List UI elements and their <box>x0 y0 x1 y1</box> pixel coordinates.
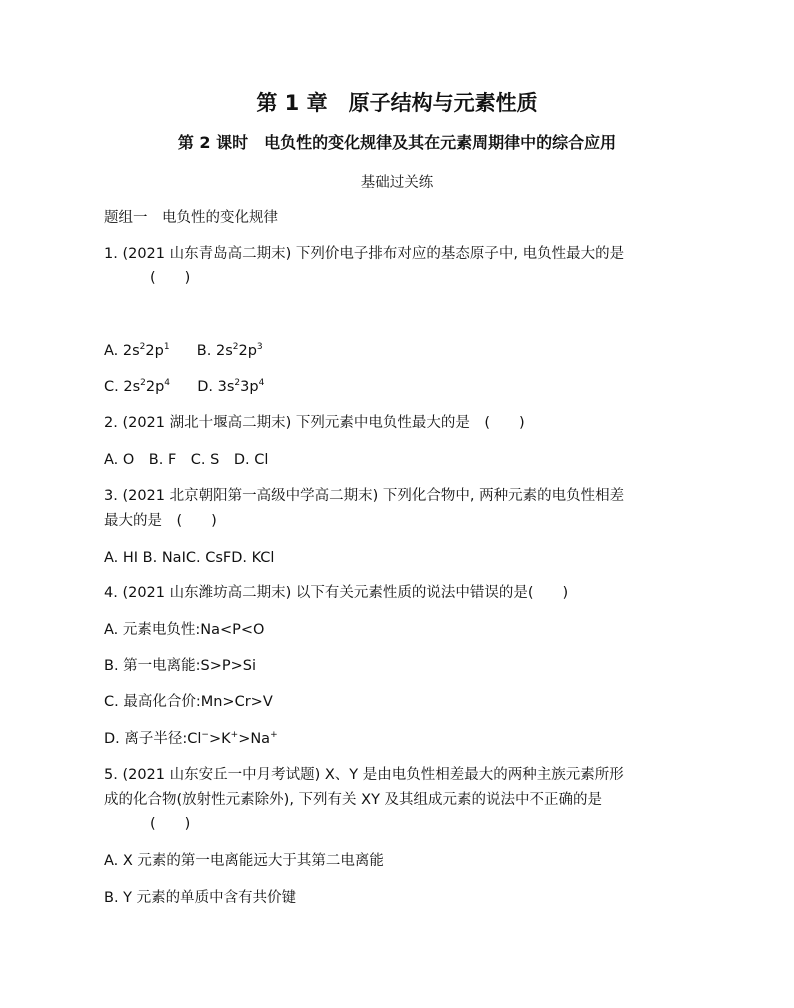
option-b-label: B. <box>196 343 216 359</box>
question-5-stem-line-2: 成的化合物(放射性元素除外), 下列有关 XY 及其组成元素的说法中不正确的是 <box>104 792 603 808</box>
option-b-orbital-1: 2s <box>215 343 233 359</box>
question-4-option-b: B. 第一电离能:S>P>Si <box>104 658 257 674</box>
question-4-stem: 4. (2021 山东潍坊高二期末) 以下有关元素性质的说法中错误的是( ) <box>104 585 569 601</box>
option-c-exp-2: 4 <box>164 378 171 388</box>
option-c-label: C. <box>104 379 124 395</box>
question-5-option-b: B. Y 元素的单质中含有共价键 <box>104 890 297 906</box>
question-3-stem-line-1: 3. (2021 北京朝阳第一高级中学高二期末) 下列化合物中, 两种元素的电负性相差 <box>104 488 625 504</box>
question-4-option-c: C. 最高化合价:Mn>Cr>V <box>104 694 273 710</box>
option-d-orbital-2: 3p <box>240 379 259 395</box>
question-3-stem-line-2: 最大的是 ( ) <box>104 513 217 529</box>
chapter-title: 第 1 章 原子结构与元素性质 <box>256 91 538 115</box>
lesson-title: 第 2 课时 电负性的变化规律及其在元素周期律中的综合应用 <box>177 133 617 152</box>
group-title: 题组一 电负性的变化规律 <box>104 210 278 226</box>
question-1-stem: 1. (2021 山东青岛高二期末) 下列价电子排布对应的基态原子中, 电负性最大的是 <box>104 246 625 262</box>
option-c-orbital-1: 2s <box>123 379 141 395</box>
option-a-exp-1: 2 <box>139 342 146 352</box>
option-a-exp-2: 1 <box>163 342 170 352</box>
option-b-orbital-2: 2p <box>238 343 257 359</box>
question-4-option-a: A. 元素电负性:Na<P<O <box>104 622 265 638</box>
question-3-options: A. HI B. NaIC. CsFD. KCl <box>104 550 275 566</box>
question-2-stem: 2. (2021 湖北十堰高二期末) 下列元素中电负性最大的是 ( ) <box>104 415 525 431</box>
question-4-option-d <box>104 729 278 749</box>
question-5-stem-line-1: 5. (2021 山东安丘一中月考试题) X、Y 是由电负性相差最大的两种主族元素所形 <box>104 767 624 783</box>
option-d-text: D. 离子半径:Cl <box>104 731 202 747</box>
question-1-answer-paren: ( ) <box>150 270 191 286</box>
option-a-orbital-1: 2s <box>122 343 140 359</box>
option-a-orbital-2: 2p <box>145 343 164 359</box>
option-a-label: A. <box>104 343 123 359</box>
question-5-answer-paren: ( ) <box>150 816 191 832</box>
question-5-option-a: A. X 元素的第一电离能远大于其第二电离能 <box>104 853 384 869</box>
sodium-charge: + <box>270 730 278 740</box>
option-c-orbital-2: 2p <box>145 379 165 395</box>
option-d-orbital-1: 3s <box>217 379 235 395</box>
potassium-charge: + <box>230 730 239 740</box>
option-b-exp-2: 3 <box>256 342 263 352</box>
chloride-charge: − <box>201 730 209 740</box>
question-2-options: A. O B. F C. S D. Cl <box>104 452 269 468</box>
option-d-label: D. <box>197 379 218 395</box>
option-b-exp-1: 2 <box>232 342 239 352</box>
option-d-mid: >K <box>208 731 231 747</box>
option-d-exp-2: 4 <box>258 378 265 388</box>
question-1-options-row-2 <box>104 377 264 397</box>
section-title: 基础过关练 <box>360 175 434 191</box>
option-c-exp-1: 2 <box>140 378 146 388</box>
option-d-exp-1: 2 <box>234 378 241 388</box>
option-d-mid-2: >Na <box>238 731 271 747</box>
question-1-options-row-1 <box>104 341 263 361</box>
